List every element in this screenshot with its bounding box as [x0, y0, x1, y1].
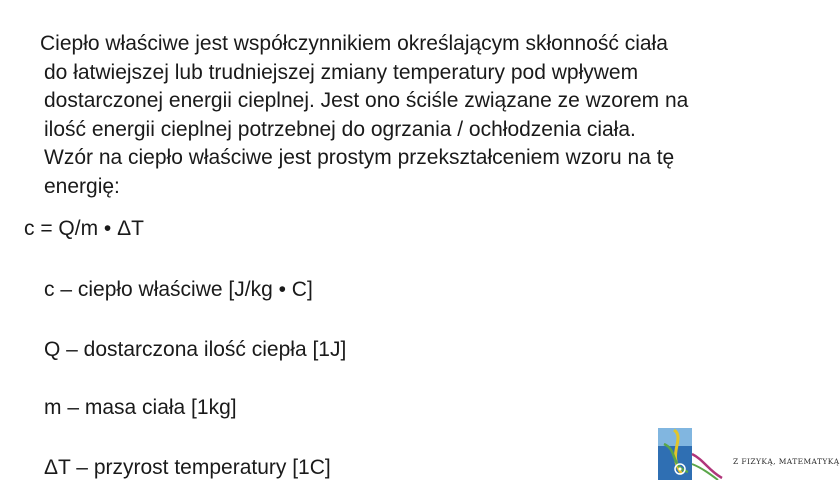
- definition-c: c – ciepło właściwe [J/kg • C]: [44, 278, 313, 301]
- specific-heat-formula: c = Q/m • ΔT: [24, 217, 144, 240]
- intro-line: dostarczonej energii cieplnej. Jest ono ściśle związane ze wzorem na: [44, 89, 689, 112]
- definition-delta-t: ΔT – przyrost temperatury [1C]: [44, 456, 331, 479]
- logo-text: Z FIZYKĄ, MATEMATYKĄ: [733, 457, 840, 466]
- intro-paragraph: [40, 30, 820, 201]
- intro-line: ilość energii cieplnej potrzebnej do ogrzania / ochłodzenia ciała.: [44, 117, 636, 141]
- definition-q: Q – dostarczona ilość ciepła [1J]: [44, 338, 347, 361]
- intro-line: energię:: [44, 174, 120, 198]
- intro-line: Wzór na ciepło właściwe jest prostym przekształceniem wzoru na tę: [44, 146, 675, 169]
- logo-emblem-icon: [652, 424, 732, 480]
- intro-line: do łatwiejszej lub trudniejszej zmiany temperatury pod wpływem: [44, 60, 639, 84]
- definition-m: m – masa ciała [1kg]: [44, 396, 237, 419]
- intro-line: Ciepło właściwe jest współczynnikiem określającym skłonność ciała: [40, 32, 668, 55]
- publisher-logo: [652, 424, 840, 480]
